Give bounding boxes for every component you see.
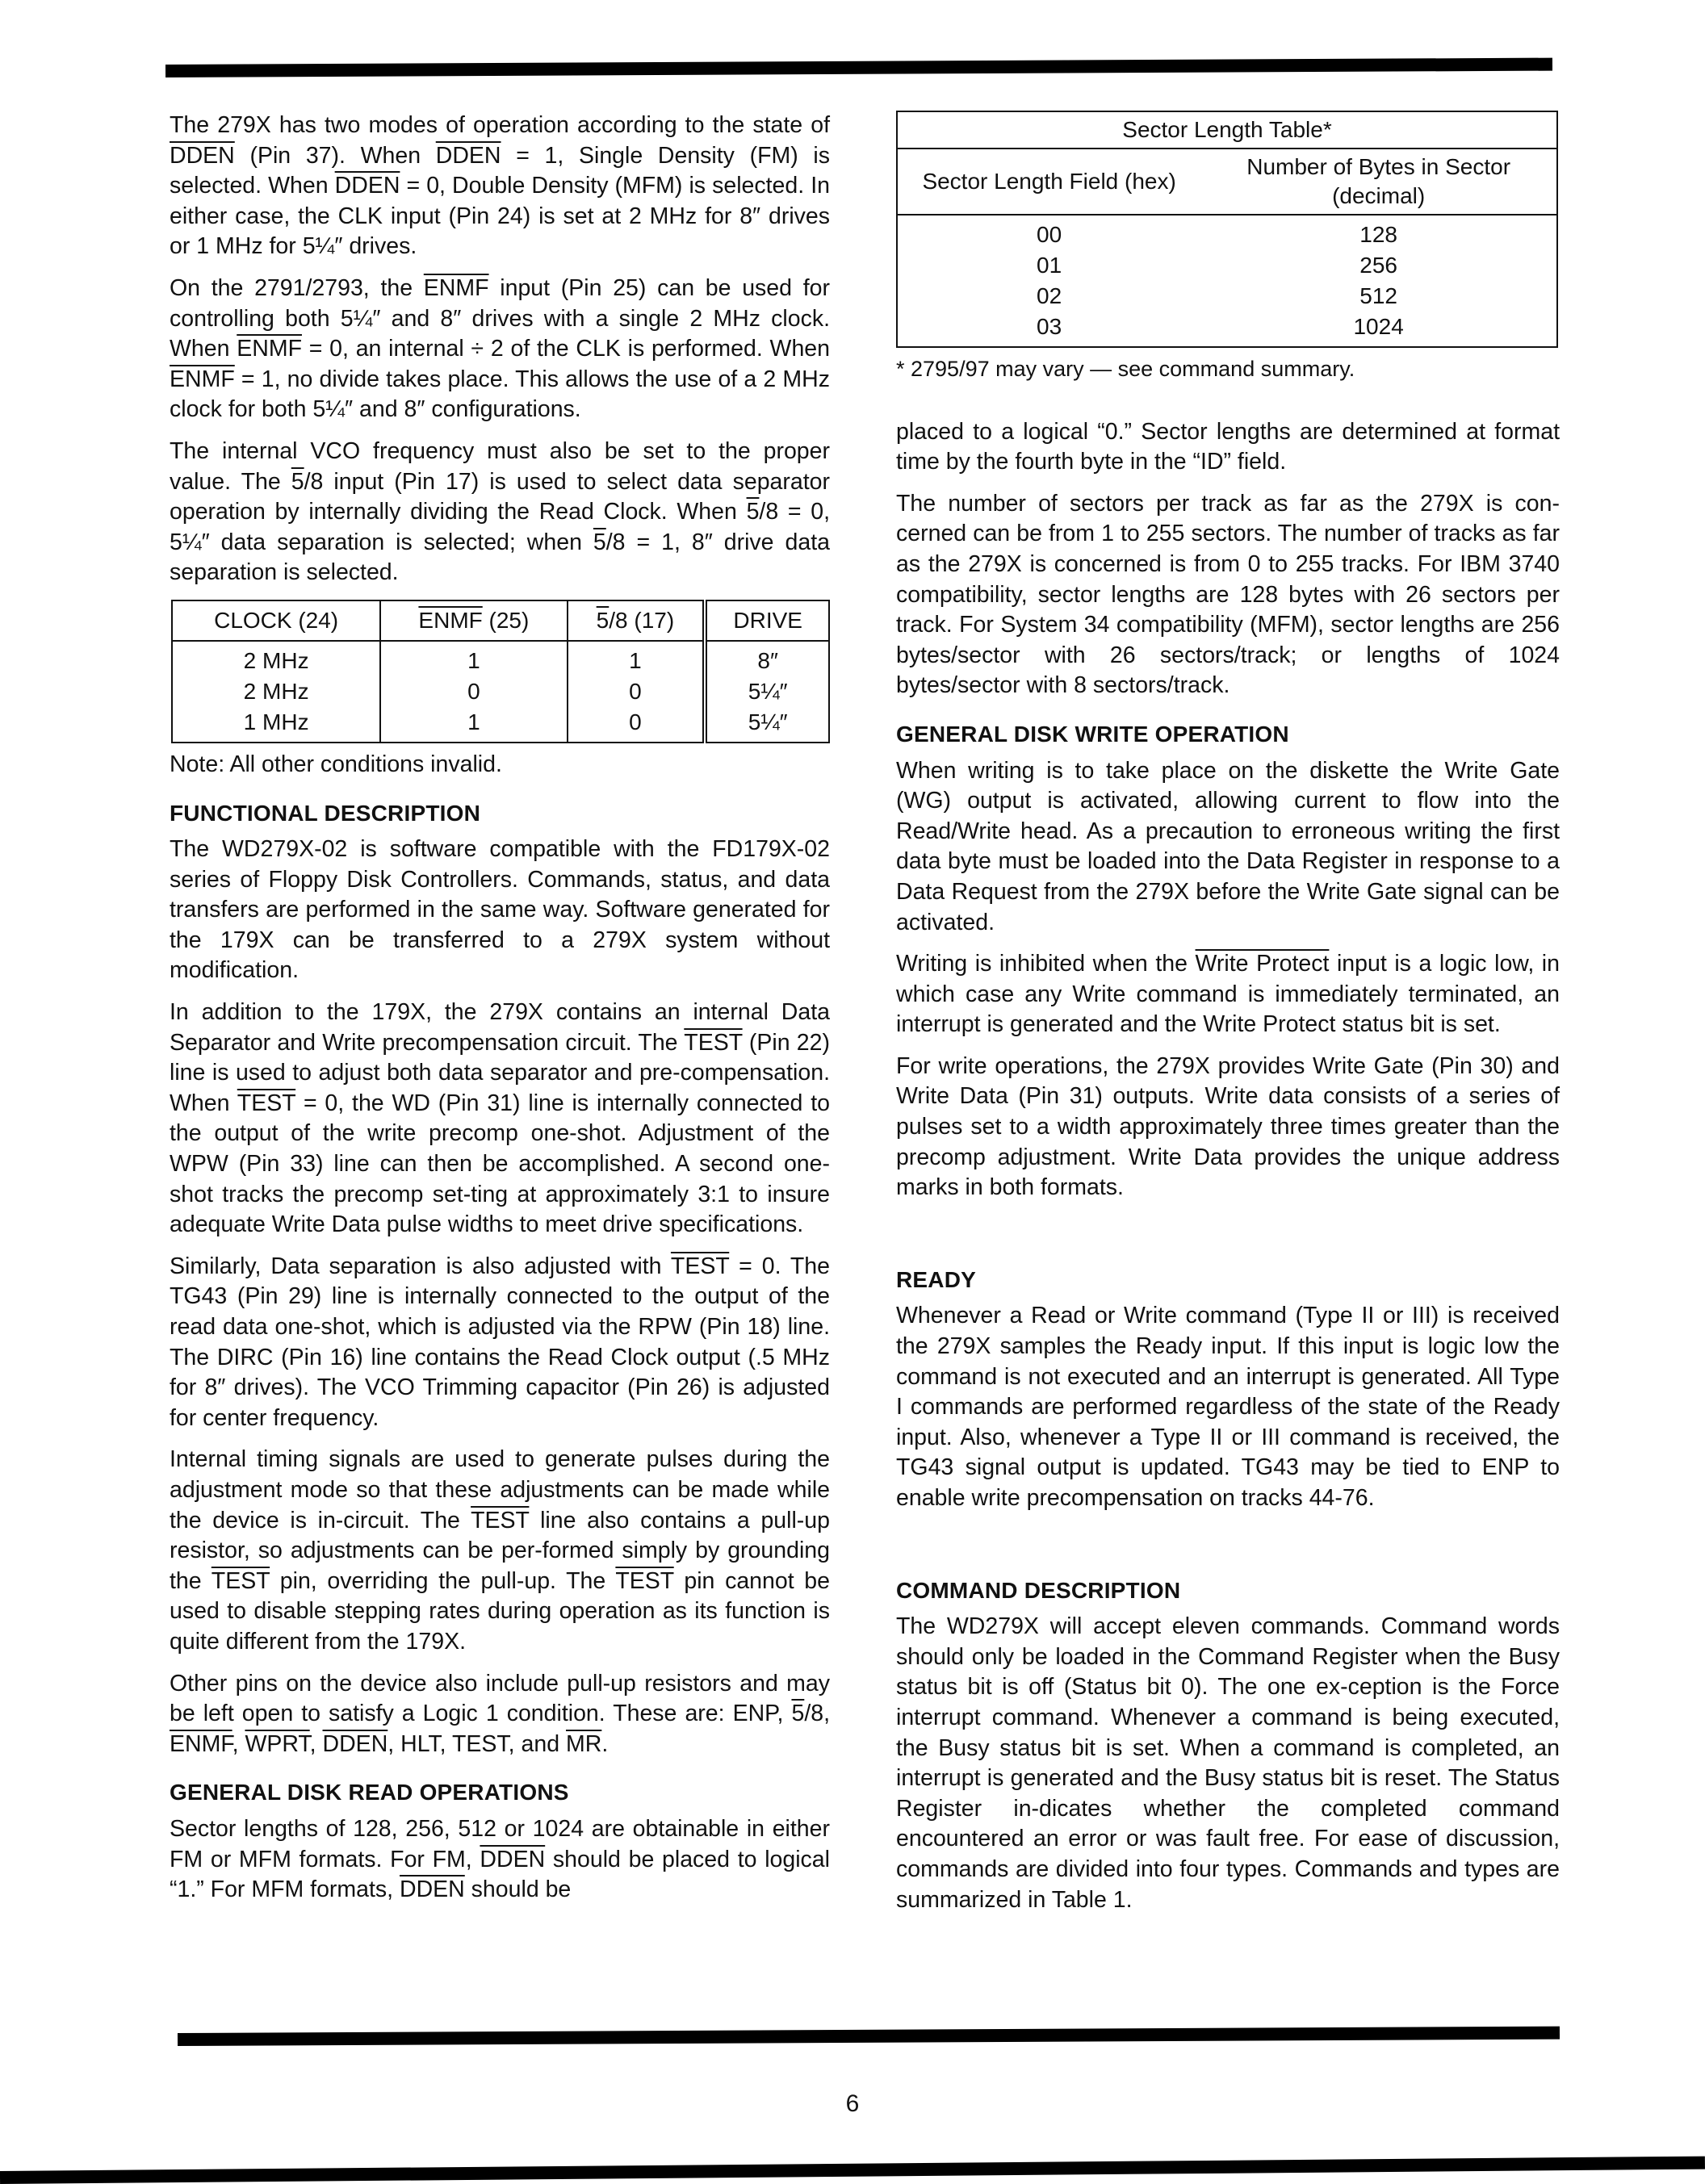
table-cell: 0 bbox=[380, 676, 567, 707]
paragraph: The WD279X-02 is software compatible with the FD179X-02 series of Floppy Disk Controllers. Commands, status, and data transfers are performed in the same way. Software generated for the 179X can be transferred to a 279X system without modification. bbox=[170, 836, 830, 984]
section-heading: GENERAL DISK WRITE OPERATION bbox=[896, 721, 1289, 747]
section-ready bbox=[896, 1265, 1560, 1514]
table-row bbox=[897, 281, 1557, 312]
section-command-description bbox=[896, 1575, 1560, 1916]
table-row bbox=[172, 707, 829, 743]
table-title: Sector Length Table* bbox=[897, 111, 1557, 149]
section-heading: GENERAL DISK READ OPERATIONS bbox=[170, 1780, 569, 1805]
right-column bbox=[896, 111, 1560, 1927]
table-header-cell: ENMF (25) bbox=[380, 600, 567, 641]
paragraph: For write operations, the 279X provides Write Gate (Pin 30) and Write Data (Pin 31) outputs. Write data consists of a series of pulses set to a width approximately three times greater than the precomp adjustment. Write Data provides the unique address marks in both formats. bbox=[896, 1052, 1560, 1201]
active-low-signal: 5 bbox=[596, 607, 610, 633]
section-functional-description bbox=[170, 798, 830, 1760]
active-low-signal: ENMF bbox=[170, 366, 235, 392]
table-title-row bbox=[897, 111, 1557, 149]
active-low-signal: ENMF bbox=[170, 1730, 232, 1757]
active-low-signal: ENMF bbox=[418, 607, 483, 633]
section-heading: READY bbox=[896, 1266, 977, 1292]
intro-section bbox=[170, 111, 830, 588]
scan-edge bbox=[0, 2157, 1705, 2184]
page-number: 6 bbox=[845, 2090, 860, 2117]
drive-config-table bbox=[171, 600, 830, 743]
active-low-signal: DDEN bbox=[170, 142, 235, 169]
table-cell: 01 bbox=[897, 250, 1200, 281]
table-row bbox=[897, 250, 1557, 281]
paragraph: Other pins on the device also include pull-up resistors and may be left open to satisfy a Logic 1 condition. These are: ENP, 5/8, ENMF, WPRT, DDEN, HLT, TEST, and $\overline{MR}$. bbox=[170, 1670, 830, 1757]
table-cell: 1 bbox=[568, 641, 706, 676]
spacer bbox=[896, 1525, 1560, 1558]
sector-length-table bbox=[896, 111, 1558, 348]
active-low-signal: $\overline{MR}$ bbox=[566, 1730, 602, 1757]
table-cell: 1024 bbox=[1200, 312, 1557, 347]
table-header-row bbox=[172, 600, 829, 641]
table-cell: 1 bbox=[380, 641, 567, 676]
table-cell: 0 bbox=[568, 676, 706, 707]
table-header-cell: Sector Length Field (hex) bbox=[897, 149, 1200, 215]
table-row bbox=[172, 676, 829, 707]
table-cell: 2 MHz bbox=[172, 676, 380, 707]
paragraph: The WD279X will accept eleven commands. Command words should only be loaded in the Command Register when the Busy status bit is off (Status bit 0). The one ex-ception is the Force interrupt command. Whenever a command is being executed, the Busy status bit is set. When a command is completed, an interrupt is generated and the Busy status bit is reset. The Status Register in-dicates whether the completed command encountered an error or was fault free. For ease of discussion, commands are divided into four types. Commands and types are summarized in Table 1. bbox=[896, 1613, 1560, 1913]
active-low-signal: 5 bbox=[593, 529, 606, 555]
active-low-signal: DDEN bbox=[435, 142, 501, 169]
table-cell: 5¼″ bbox=[705, 707, 829, 743]
active-low-signal: DDEN bbox=[322, 1730, 388, 1757]
table-cell: 512 bbox=[1200, 281, 1557, 312]
active-low-signal: TEST bbox=[615, 1567, 674, 1594]
paragraph: placed to a logical “0.” Sector lengths are determined at format time by the fourth byte in the “ID” field. bbox=[896, 418, 1560, 475]
table-row bbox=[897, 312, 1557, 347]
paragraph: Whenever a Read or Write command (Type II or III) is received the 279X samples the Ready input. If this input is logic low the command is not executed and an interrupt is generated. All Type I commands are performed regardless of the state of the Ready input. Also, whenever a Type II or III command is received, the TG43 signal output is updated. TG43 may be tied to ENP to enable write precompensation on tracks 44-76. bbox=[896, 1303, 1560, 1511]
section-heading: COMMAND DESCRIPTION bbox=[896, 1577, 1181, 1603]
table-note: Note: All other conditions invalid. bbox=[170, 751, 502, 777]
active-low-signal: TEST bbox=[471, 1507, 530, 1533]
paragraph: Similarly, Data separation is also adjusted with TEST = 0. The TG43 (Pin 29) line is internally connected to the output of the read data one-shot, which is adjusted via the RPW (Pin 18) line. The DIRC (Pin 16) line contains the Read Clock output (.5 MHz for 8″ drives). The VCO Trimming capacitor (Pin 26) is adjusted for center frequency. bbox=[170, 1253, 830, 1431]
table-header-cell: CLOCK (24) bbox=[172, 600, 380, 641]
table-header-cell: DRIVE bbox=[705, 600, 829, 641]
top-rule bbox=[165, 58, 1552, 77]
table-header-row bbox=[897, 149, 1557, 215]
paragraph: Internal timing signals are used to generate pulses during the adjustment mode so that these adjustments can be made while the device is in-circuit. The TEST line also contains a pull-up resistor, so adjustments can be per-formed simply by grounding the TEST pin, overriding the pull-up. The TEST pin cannot be used to disable stepping rates during operation as its function is quite different from the 179X. bbox=[170, 1446, 831, 1655]
section-general-disk-write bbox=[896, 719, 1560, 1203]
paragraph: Writing is inhibited when the Write Protect input is a logic low, in which case any Write command is immediately terminated, an interrupt is generated and the Write Protect status bit is set. bbox=[896, 951, 1560, 1038]
section-heading: FUNCTIONAL DESCRIPTION bbox=[170, 800, 480, 826]
paragraph: The number of sectors per track as far as the 279X is con-cerned can be from 1 to 255 sectors. The number of tracks as far as the 279X is concerned is from 0 to 255 tracks. For IBM 3740 compatibility, sector lengths are 128 bytes with 26 sectors per track. For System 34 compatibility (MFM), sector lengths are 256 bytes/sector with 26 sectors/track; or lengths of 1024 bytes/sector with 8 sectors/track. bbox=[896, 490, 1560, 699]
table-cell: 00 bbox=[897, 215, 1200, 250]
left-column bbox=[170, 111, 830, 1917]
table-header-cell: 5/8 (17) bbox=[568, 600, 706, 641]
active-low-signal: ENMF bbox=[423, 274, 489, 301]
paragraph: When writing is to take place on the diskette the Write Gate (WG) output is activated, allowing current to flow into the Read/Write head. As a precaution to erroneous writing the first data byte must be loaded into the Data Register in response to a Data Request from the 279X before the Write Gate signal can be activated. bbox=[896, 757, 1560, 935]
paragraph: In addition to the 179X, the 279X contains an internal Data Separator and Write precompensation circuit. The TEST (Pin 22) line is used to adjust both data separator and pre-compensation. When TEST = 0, the WD (Pin 31) line is internally connected to the output of the write precomp one-shot. Adjustment of the WPW (Pin 33) line can then be accomplished. A second one-shot tracks the precomp set-ting at approximately 3:1 to insure adequate Write Data pulse widths to meet drive specifications. bbox=[170, 999, 830, 1238]
active-low-signal: DDEN bbox=[400, 1876, 465, 1903]
active-low-signal: 5 bbox=[746, 499, 760, 525]
active-low-signal: TEST bbox=[211, 1567, 270, 1594]
table-cell: 5¼″ bbox=[705, 676, 829, 707]
active-low-signal: ENMF bbox=[237, 336, 302, 362]
table-cell: 128 bbox=[1200, 215, 1557, 250]
active-low-signal: DDEN bbox=[334, 173, 400, 199]
section-general-disk-read bbox=[170, 1777, 830, 1905]
active-low-signal: TEST bbox=[237, 1090, 296, 1116]
table-footnote: * 2795/97 may vary — see command summary. bbox=[896, 357, 1355, 381]
table-cell: 0 bbox=[568, 707, 706, 743]
paragraph: Sector lengths of 128, 256, 512 or 1024 are obtainable in either FM or MFM formats. For FM, DDEN should be placed to logical “1.” For MFM formats, DDEN should be bbox=[170, 1815, 830, 1903]
table-cell: 02 bbox=[897, 281, 1200, 312]
table-cell: 2 MHz bbox=[172, 641, 380, 676]
spacer bbox=[896, 1215, 1560, 1247]
paragraph: The 279X has two modes of operation according to the state of DDEN (Pin 37). When DDEN = 1, Single Density (FM) is selected. When DDEN = 0, Double Density (MFM) is selected. In either case, the CLK input (Pin 24) is set at 2 MHz for 8″ drives or 1 MHz for 5¼″ drives. bbox=[170, 112, 830, 260]
active-low-signal: TEST bbox=[670, 1253, 730, 1279]
paragraph: The internal VCO frequency must also be set to the proper value. The 5/8 input (Pin 17) is used to select data separator operation by internally dividing the Read Clock. When 5/8 = 0, 5¼″ data separation is selected; when 5/8 = 1, 8″ drive data separation is selected. bbox=[170, 437, 830, 586]
table-cell: 03 bbox=[897, 312, 1200, 347]
active-low-signal: TEST bbox=[684, 1029, 743, 1056]
table-cell: 256 bbox=[1200, 250, 1557, 281]
active-low-signal: Write Protect bbox=[1195, 951, 1330, 977]
table-row bbox=[172, 641, 829, 676]
bottom-rule bbox=[178, 2027, 1560, 2046]
table-cell: 1 MHz bbox=[172, 707, 380, 743]
table-cell: 8″ bbox=[705, 641, 829, 676]
active-low-signal: 5 bbox=[291, 468, 304, 495]
active-low-signal: WPRT bbox=[245, 1730, 310, 1757]
table-header-cell: Number of Bytes in Sector (decimal) bbox=[1200, 149, 1557, 215]
active-low-signal: DDEN bbox=[480, 1846, 546, 1872]
table-row bbox=[897, 215, 1557, 250]
table-cell: 1 bbox=[380, 707, 567, 743]
active-low-signal: 5 bbox=[791, 1701, 805, 1727]
paragraph: On the 2791/2793, the ENMF input (Pin 25) can be used for controlling both 5¼″ and 8″ drives with a single 2 MHz clock. When ENMF = 0, an internal ÷ 2 of the CLK is performed. When ENMF = 1, no divide takes place. This allows the use of a 2 MHz clock for both 5¼″ and 8″ configurations. bbox=[170, 274, 830, 423]
